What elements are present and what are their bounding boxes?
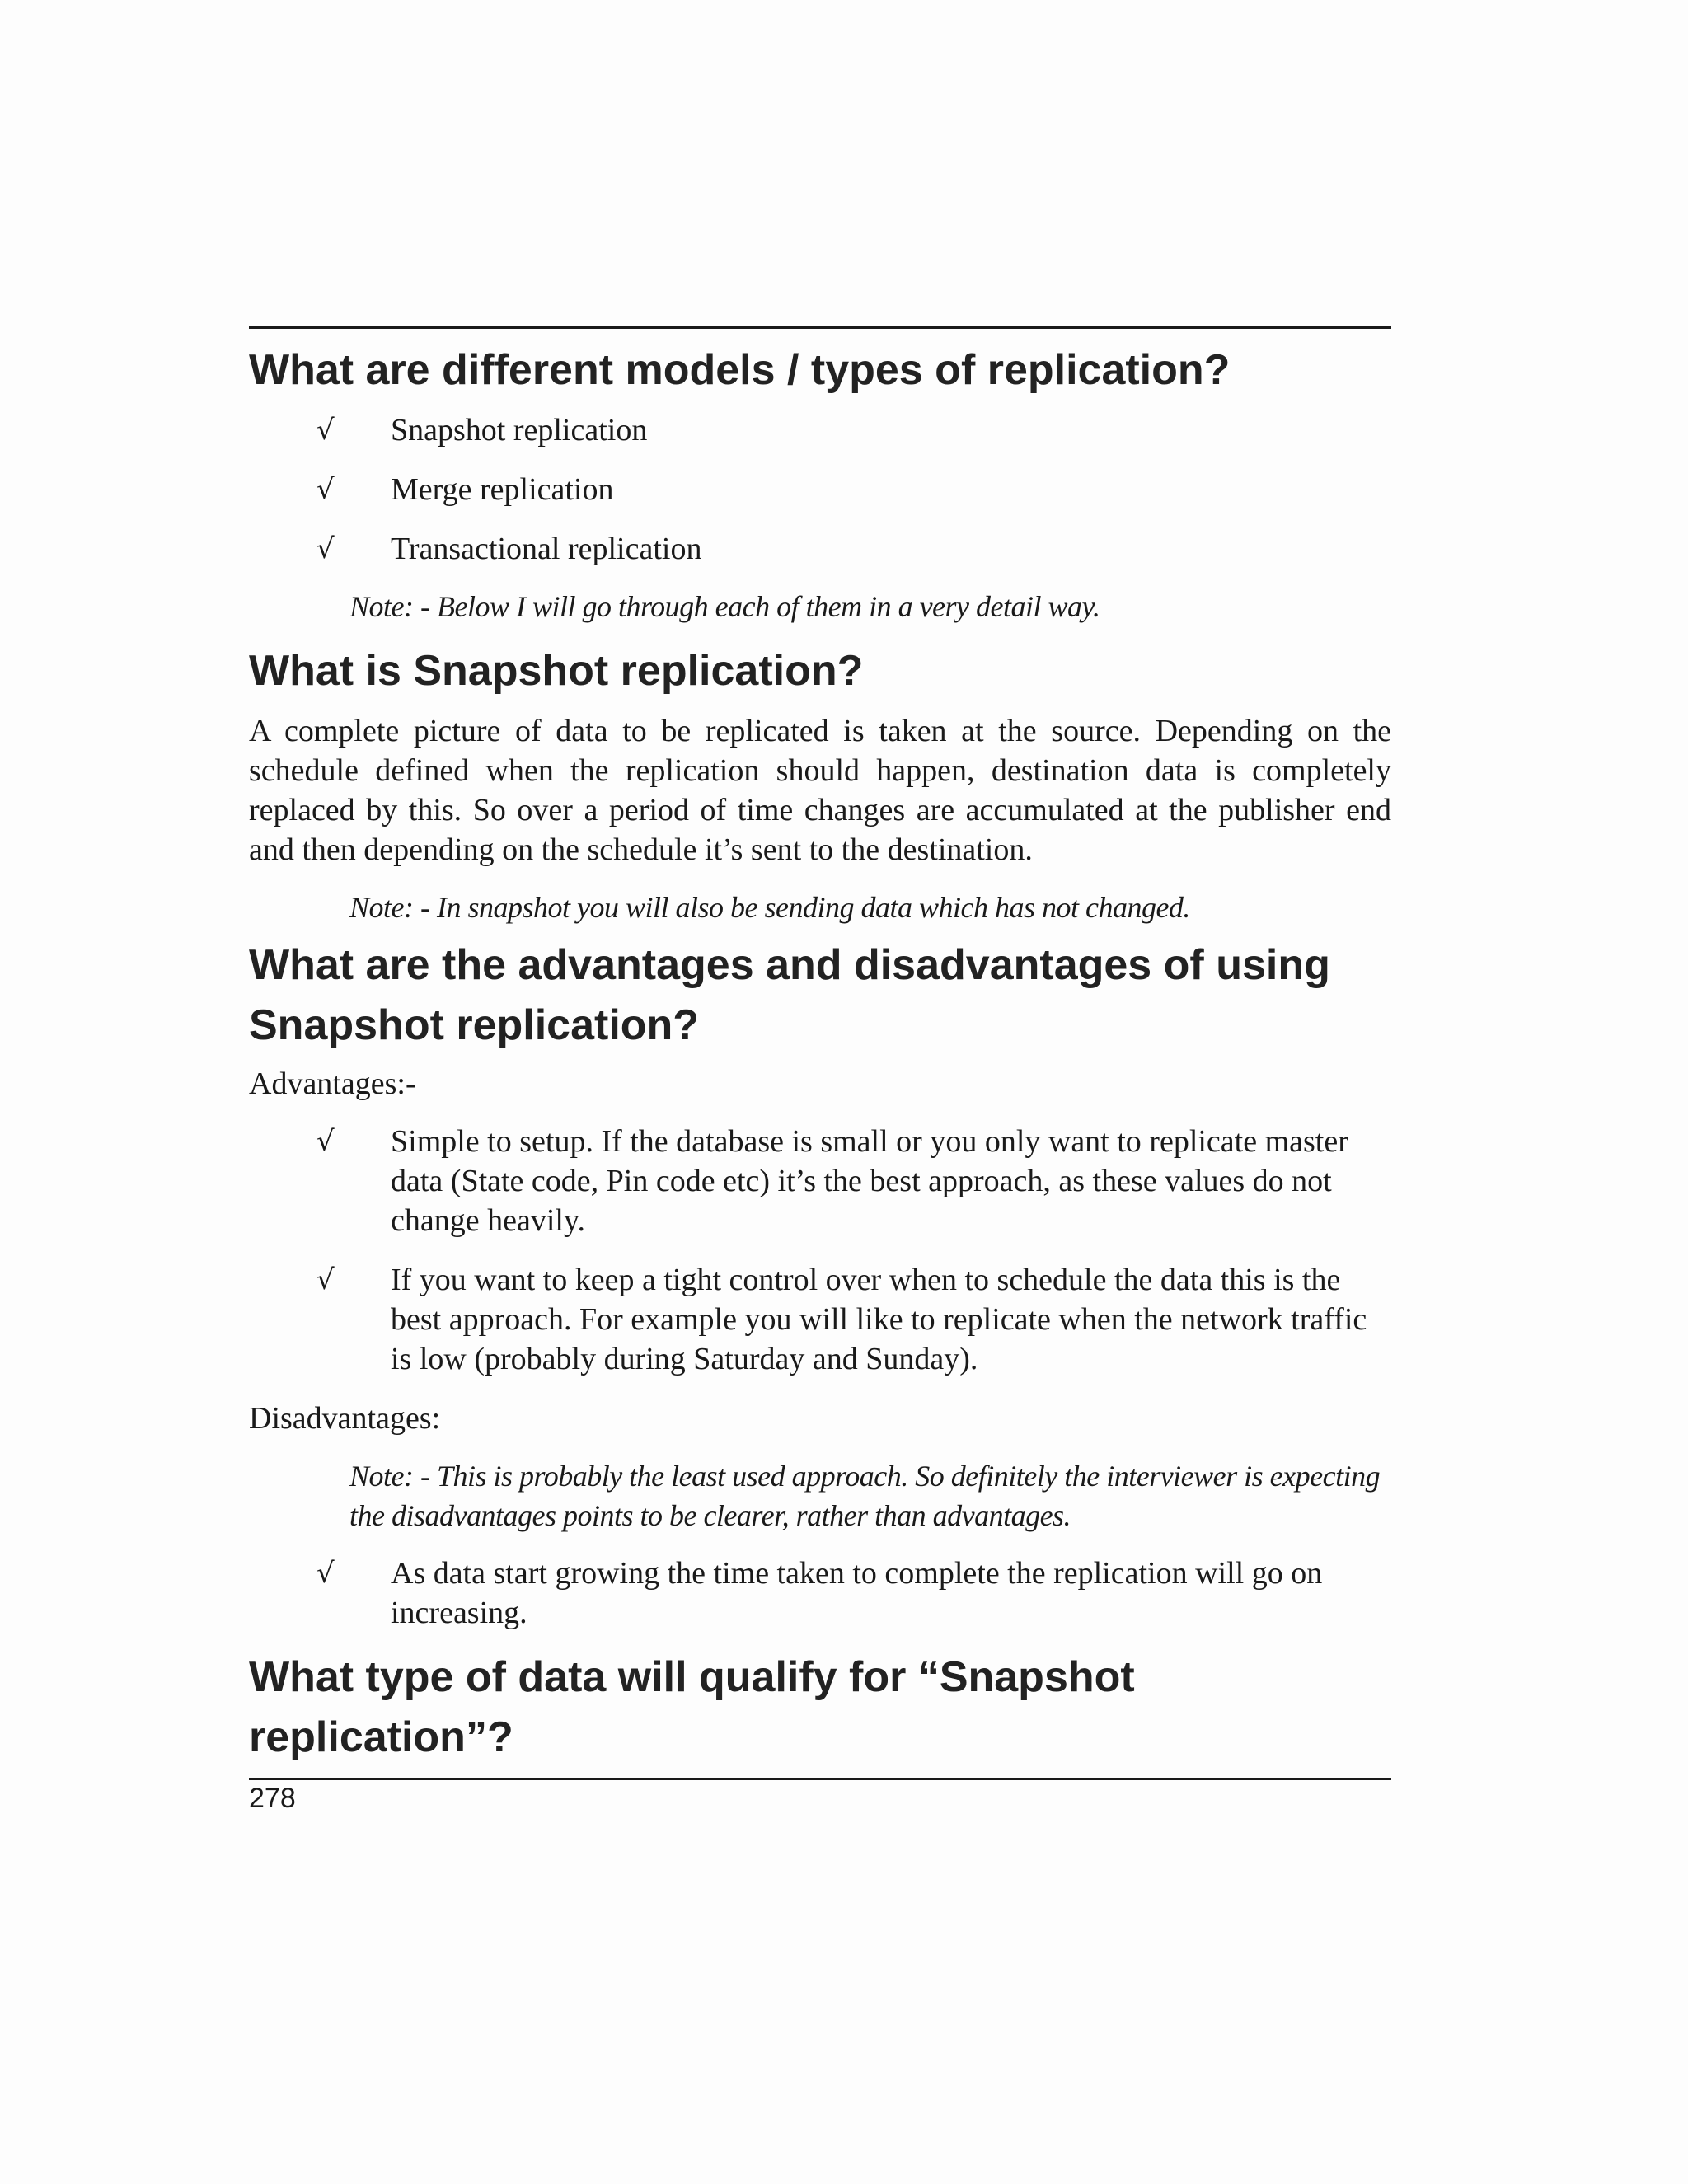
heading-advantages-disadvantages: What are the advantages and disadvantages of using Snapshot replication?	[249, 941, 1330, 1049]
heading-snapshot-data-type: What type of data will qualify for “Snapshot replication”?	[249, 1653, 1135, 1761]
check-icon: √	[316, 1557, 335, 1590]
note-disadvantages: Note: - This is probably the least used approach. So definitely the interviewer is expecting the disadvantages points to be clearer, rather than advantages.	[349, 1460, 1381, 1532]
snapshot-description: A complete picture of data to be replicated is taken at the source. Depending on the schedule defined when the replication should happen, destination data is completely replaced by this. So over a period of time changes are accumulated at the publisher end and then depending on the schedule it’s sent to the destination.	[249, 714, 1391, 867]
page-content	[249, 326, 1391, 1815]
note-snapshot: Note: - In snapshot you will also be sending data which has not changed.	[349, 891, 1190, 924]
advantages-label: Advantages:-	[249, 1066, 416, 1101]
check-icon: √	[316, 532, 335, 565]
replication-types-list	[249, 410, 1391, 569]
list-item: √ Simple to setup. If the database is small or you only want to replicate master data (State code, Pin code etc) it’s the best approach, as these values do not change heavily.	[249, 1122, 1391, 1240]
disadvantages-label: Disadvantages:	[249, 1401, 441, 1436]
heading-snapshot-replication: What is Snapshot replication?	[249, 647, 864, 695]
bottom-rule	[249, 1778, 1391, 1780]
page-number: 278	[249, 1783, 296, 1814]
list-item: √ Transactional replication	[249, 529, 1391, 569]
check-icon: √	[316, 414, 335, 447]
list-item: √ Snapshot replication	[249, 410, 1391, 450]
check-icon: √	[316, 1263, 335, 1296]
check-icon: √	[316, 1125, 335, 1158]
list-item: √ Merge replication	[249, 470, 1391, 509]
top-rule	[249, 326, 1391, 329]
advantages-list	[249, 1122, 1391, 1379]
check-icon: √	[316, 473, 335, 506]
disadvantages-list	[249, 1554, 1391, 1633]
list-item: √ If you want to keep a tight control over when to schedule the data this is the best approach. For example you will like to replicate when the network traffic is low (probably during Saturday and Sunday).	[249, 1260, 1391, 1379]
heading-replication-types: What are different models / types of replication?	[249, 346, 1231, 394]
note-detail: Note: - Below I will go through each of them in a very detail way.	[349, 590, 1100, 623]
list-item: √ As data start growing the time taken to complete the replication will go on increasing.	[249, 1554, 1391, 1633]
